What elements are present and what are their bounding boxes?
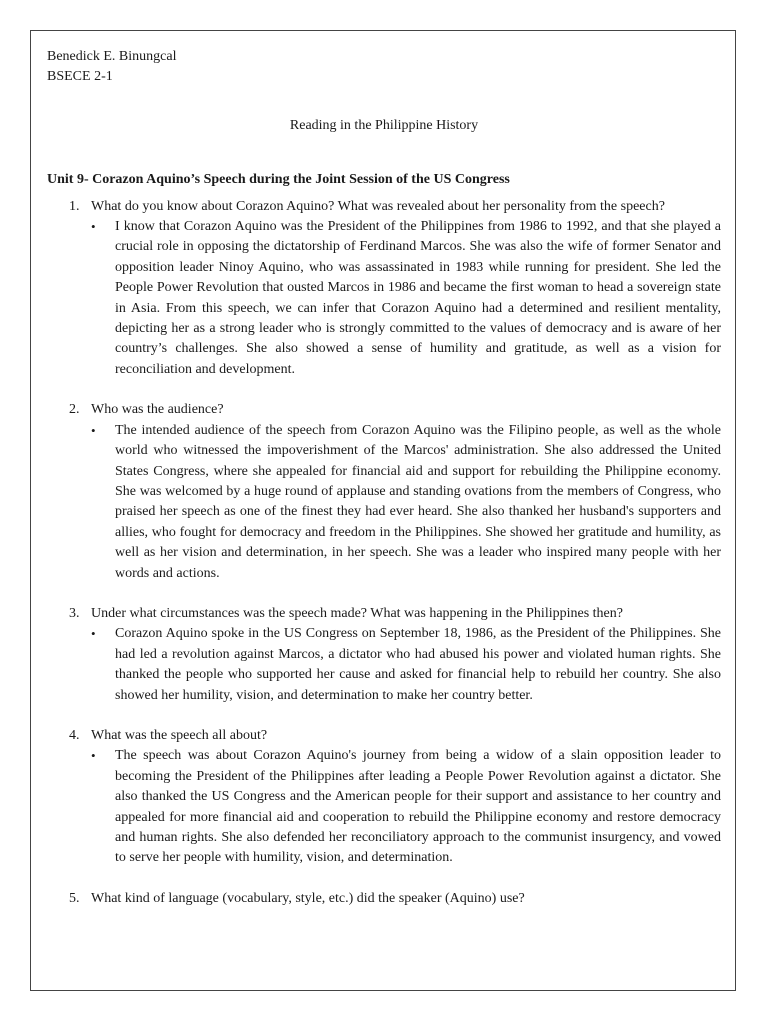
author-section: BSECE 2-1 [47,69,113,85]
bullet-icon: • [91,219,96,235]
answer-list [91,624,721,706]
answer-text: Corazon Aquino spoke in the US Congress on September 18, 1986, as the President of the Philippines. She had led a revolution against Marcos, a dictator who had abused his power and violated human rights. She thanked the people who supported her cause and asked for financial help to rebuild her country. She also showed her humility, vision, and determination to make her country better. [115,626,721,703]
question-text: Who was the audience? [91,402,224,418]
answer-text: The intended audience of the speech from Corazon Aquino was the Filipino people, as well as the whole world who witnessed the impoverishment of the Marcos' administration. She also addressed the United States Congress, where she appealed for financial aid and support for rebuilding the Philippine economy. She was welcomed by a huge round of applause and standing ovations from the members of Congress, who praised her speech as one of the finest they had ever heard. She also thanked her husband's supporters and allies, who fought for democracy and freedom in the Philippines. She showed her gratitude and humility, as well as her vision and determination, in her speech. She was a leader who inspired many people with her words and actions. [115,422,721,581]
document-title: Reading in the Philippine History [289,117,479,133]
document-page [30,30,736,991]
question-text: What do you know about Corazon Aquino? What was revealed about her personality from the speech? [91,198,665,214]
question-item-3 [47,604,721,706]
author-name: Benedick E. Binungcal [47,49,177,64]
document-content [47,47,721,909]
question-item-2 [47,400,721,584]
bullet-icon: • [91,422,96,438]
answer-item [91,421,721,584]
question-number: 4. [69,727,80,743]
answer-text: I know that Corazon Aquino was the President of the Philippines from 1986 to 1992, and that she played a crucial role in opposing the dictatorship of Ferdinand Marcos. She was also the wife of former Senator and opposition leader Ninoy Aquino, who was assassinated in 1983 while running for president. She led the People Power Revolution that ousted Marcos in 1986 and became the first woman to head a sovereign state in Asia. From this speech, we can infer that Corazon Aquino had a determined and resilient mentality, depicting her as a strong leader who is strongly committed to the values of democracy and is aware of her country’s challenges. She also showed a sense of humility and gratitude, as well as a vision for reconciliation and development. [115,219,721,377]
unit-heading: Unit 9- Corazon Aquino’s Speech during the Joint Session of the US Congress [47,172,510,188]
question-text: Under what circumstances was the speech made? What was happening in the Philippines then? [91,605,623,621]
question-text: What kind of language (vocabulary, style, etc.) did the speaker (Aquino) use? [91,890,525,906]
question-number: 5. [69,890,80,906]
answer-item [91,217,721,380]
bullet-icon: • [91,748,96,764]
question-item-1 [47,197,721,381]
question-number: 2. [69,402,80,418]
question-list [47,197,721,910]
answer-item [91,624,721,706]
question-number: 1. [69,198,80,214]
answer-item [91,746,721,868]
question-number: 3. [69,605,80,621]
question-item-4 [47,726,721,869]
answer-list [91,217,721,380]
question-item-5 [47,889,721,909]
bullet-icon: • [91,626,96,642]
answer-list [91,421,721,584]
answer-text: The speech was about Corazon Aquino's journey from being a widow of a slain opposition leader to becoming the President of the Philippines after leading a People Power Revolution against a dictator. She also thanked the US Congress and the American people for their support and assistance to her country and appealed for more financial aid and cooperation to rebuild the Philippine economy and restore democracy and human rights. She also defended her reconciliatory approach to the communist insurgency, and vowed to serve her people with humility, vision, and determination. [115,748,721,866]
question-text: What was the speech all about? [91,727,268,743]
answer-list [91,746,721,868]
